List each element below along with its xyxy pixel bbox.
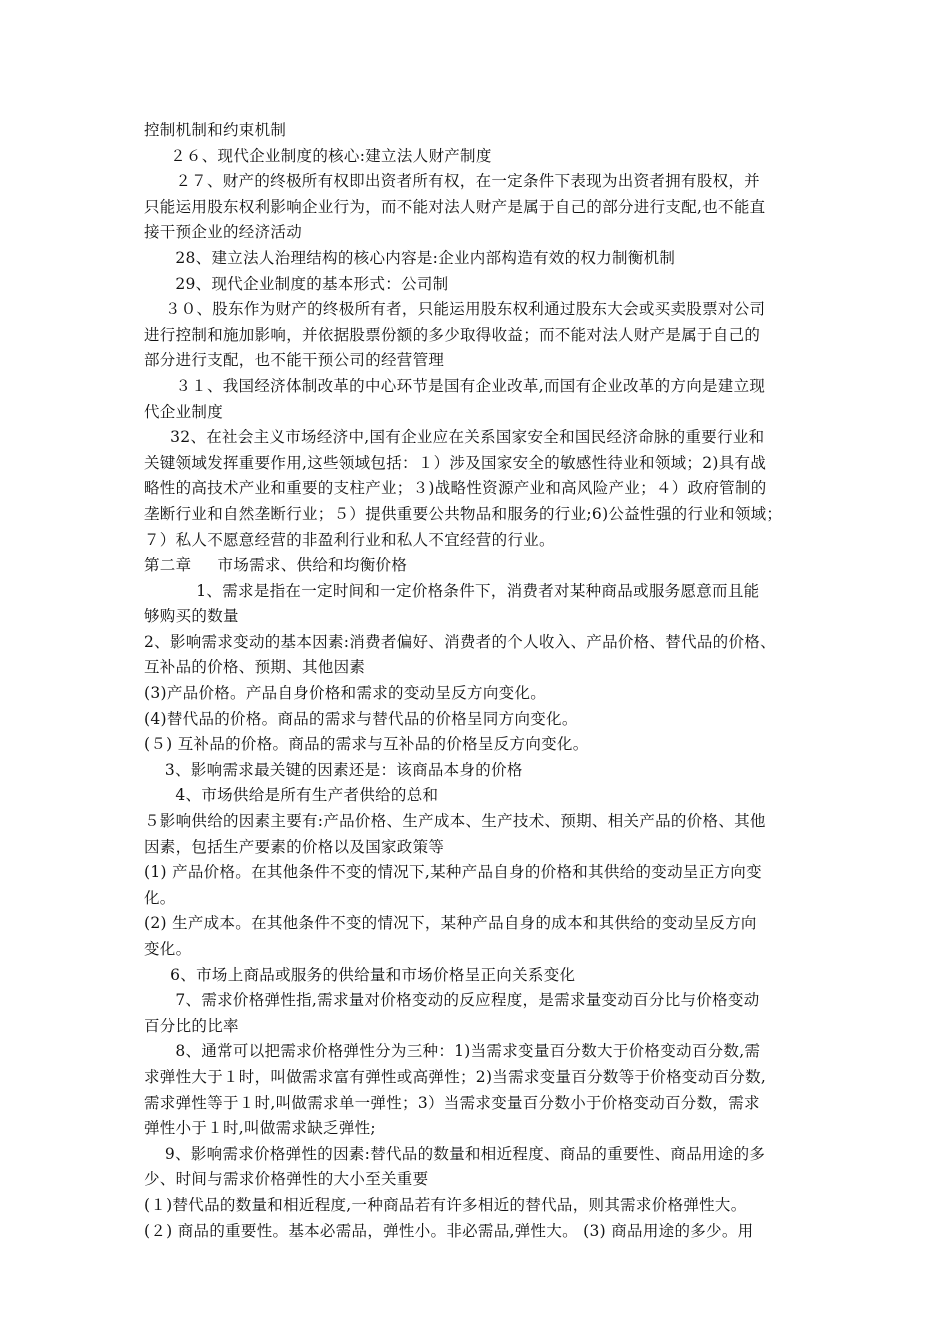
text-line: 接干预企业的经济活动: [144, 223, 303, 242]
text-line: 2、影响需求变动的基本因素:消费者偏好、消费者的个人收入、产品价格、替代品的价格、: [144, 632, 776, 651]
text-line: 28、建立法人治理结构的核心内容是:企业内部构造有效的权力制衡机制: [144, 248, 676, 267]
text-line: 够购买的数量: [144, 607, 239, 626]
text-line: (2) 生产成本。在其他条件不变的情况下，某种产品自身的成本和其供给的变动呈反方向: [144, 914, 757, 933]
text-line: 29、现代企业制度的基本形式：公司制: [144, 274, 449, 293]
text-line: 只能运用股东权利影响企业行为，而不能对法人财产是属于自己的部分进行支配,也不能直: [144, 197, 766, 216]
text-line: 垄断行业和自然垄断行业；５）提供重要公共物品和服务的行业;6)公益性强的行业和领域；: [144, 504, 783, 523]
text-line: (4)替代品的价格。商品的需求与替代品的价格呈同方向变化。: [144, 709, 578, 728]
text-line: 化。: [144, 888, 176, 907]
text-line: (２) 商品的重要性。基本必需品，弹性小。非必需品,弹性大。 (3) 商品用途的多少。用: [144, 1221, 754, 1240]
text-line: 互补品的价格、预期、其他因素: [144, 658, 366, 677]
text-line: (3)产品价格。产品自身价格和需求的变动呈反方向变化。: [144, 684, 547, 703]
text-line: 控制机制和约束机制: [144, 121, 287, 139]
text-line: (５) 互补品的价格。商品的需求与互补品的价格呈反方向变化。: [144, 735, 589, 754]
text-line: 3、影响需求最关键的因素还是：该商品本身的价格: [144, 760, 523, 779]
text-line: 代企业制度: [144, 402, 224, 421]
text-line: 9、影响需求价格弹性的因素:替代品的数量和相近程度、商品的重要性、商品用途的多: [144, 1144, 766, 1163]
text-line: ７）私人不愿意经营的非盈利行业和私人不宜经营的行业。: [144, 530, 555, 549]
text-line: 8、通常可以把需求价格弹性分为三种：1)当需求变量百分数大于价格变动百分数,需: [144, 1042, 761, 1061]
text-line: 略性的高技术产业和重要的支柱产业；３)战略性资源产业和高风险产业；４）政府管制的: [144, 479, 767, 498]
text-line: 7、需求价格弹性指,需求量对价格变动的反应程度，是需求量变动百分比与价格变动: [144, 991, 760, 1010]
text-line: 百分比的比率: [144, 1016, 239, 1035]
text-line: 少、时间与需求价格弹性的大小至关重要: [144, 1170, 429, 1189]
text-line: 32、在社会主义市场经济中,国有企业应在关系国家安全和国民经济命脉的重要行业和: [144, 428, 765, 447]
text-line: 需求弹性等于１时,叫做需求单一弹性；3）当需求变量百分数小于价格变动百分数，需求: [144, 1093, 760, 1112]
text-line: 弹性小于１时,叫做需求缺乏弹性;: [144, 1119, 376, 1138]
text-line: ３１、我国经济体制改革的中心环节是国有企业改革,而国有企业改革的方向是建立现: [144, 376, 766, 395]
text-line: ２６、现代企业制度的核心:建立法人财产制度: [144, 146, 492, 165]
text-line: 6、市场上商品或服务的供给量和市场价格呈正向关系变化: [144, 965, 576, 984]
text-line: (1) 产品价格。在其他条件不变的情况下,某种产品自身的价格和其供给的变动呈正方向变: [144, 863, 762, 882]
text-line: 4、市场供给是所有生产者供给的总和: [144, 786, 439, 805]
text-line: (１)替代品的数量和相近程度,一种商品若有许多相近的替代品，则其需求价格弹性大。: [144, 1195, 747, 1214]
text-line: ２７、财产的终极所有权即出资者所有权，在一定条件下表现为出资者拥有股权，并: [144, 172, 760, 191]
document-body: [144, 118, 824, 1244]
text-line: 变化。: [144, 940, 192, 958]
chapter-heading: 第二章 市场需求、供给和均衡价格: [144, 556, 408, 575]
text-line: 进行控制和施加影响，并依据股票份额的多少取得收益；而不能对法人财产是属于自己的: [144, 325, 761, 344]
text-line: ５影响供给的因素主要有:产品价格、生产成本、生产技术、预期、相关产品的价格、其他: [144, 812, 766, 831]
text-line: 1、需求是指在一定时间和一定价格条件下，消费者对某种商品或服务愿意而且能: [144, 581, 760, 600]
text-line: 因素，包括生产要素的价格以及国家政策等: [144, 837, 445, 856]
text-line: 求弹性大于１时，叫做需求富有弹性或高弹性；2)当需求变量百分数等于价格变动百分数,: [144, 1067, 767, 1086]
text-line: 关键领域发挥重要作用,这些领域包括：１）涉及国家安全的敏感性待业和领域；2)具有战: [144, 453, 767, 472]
text-line: 部分进行支配，也不能干预公司的经营管理: [144, 351, 445, 370]
text-line: ３０、股东作为财产的终极所有者，只能运用股东权利通过股东大会或买卖股票对公司: [144, 300, 766, 319]
